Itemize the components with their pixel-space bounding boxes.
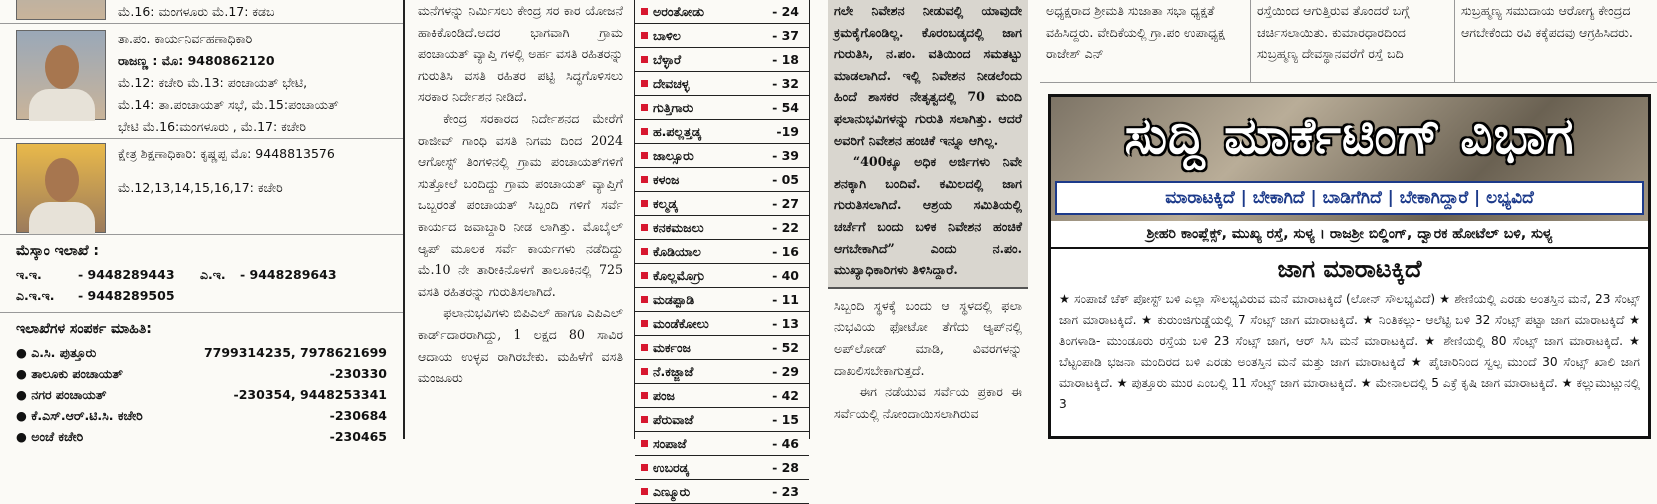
panchayat-count: -19: [776, 124, 799, 139]
panchayat-row: [635, 0, 809, 24]
schedule-line: ಮೆ.12: ಕಚೇರಿ ಮೆ.13: ಪಂಚಾಯತ್ ಭೇಟಿ,: [118, 75, 308, 90]
panchayat-row: [635, 336, 809, 360]
article-snippet: ಸುಬ್ರಹ್ಮಣ್ಯ ಸಮುದಾಯ ಆರೋಗ್ಯ ಕೇಂದ್ರದ ಆಗಬೇಕೆಂದು ರವಿ ಕಕ್ಕೆಪದವು ಆಗ್ರಹಿಸಿದರು.: [1454, 0, 1650, 82]
panchayat-name: ಕಲ್ಮಡ್ಕ: [653, 195, 678, 211]
contact-row: ● ನಗರ ಪಂಚಾಯತ್ -230354, 9448253341: [16, 387, 387, 402]
panchayat-row: [635, 456, 809, 480]
panchayat-name: ಕಳಂಜ: [653, 171, 680, 187]
panchayat-count: - 42: [772, 388, 799, 403]
right-column: [1040, 0, 1657, 439]
panchayat-name: ದೇವಚಳ್ಳ: [653, 75, 690, 91]
bullet-icon: [641, 464, 648, 471]
panchayat-name: ಕೊಡಿಯಾಲ: [653, 243, 701, 259]
ad-listings: ★ ಸಂಪಾಜೆ ಚೆಕ್ ಪೋಸ್ಟ್ ಬಳಿ ಎಲ್ಲಾ ಸೌಲಭ್ಯವಿರುವ ಮನೆ ಮಾರಾಟಕ್ಕಿದೆ (ಲೋನ್ ಸೌಲಭ್ಯವಿದೆ) ★ ಶೇಣಿಯಲ್ಲಿ ಎರಡು ಅಂತಸ್ತಿನ ಮನೆ, 23 ಸೆಂಟ್ಸ್ ಜಾಗ ಮಾರಾಟಕ್ಕಿದೆ. ★ ಕುರುಂಜಿಗುಡ್ಡೆಯಲ್ಲಿ 7 ಸೆಂಟ್ಸ್ ಜಾಗ ಮಾರಾಟಕ್ಕಿದೆ. ★ ನಿಂತಿಕಲ್ಲು- ಆಲೆಟ್ಟಿ ಬಳಿ 32 ಸೆಂಟ್ಸ್ ಪಟ್ಟಾ ಜಾಗ ಮಾರಾಟಕ್ಕಿದೆ ★ ತಿಂಗಳಾಡಿ- ಮುಂಡೂರು ರಸ್ತೆಯ ಬಳಿ 23 ಸೆಂಟ್ಸ್ ಜಾಗ, ಆರ್ ಸಿಸಿ ಮನೆ ಮಾರಾಟಕ್ಕಿದೆ. ★ ಶೇಣಿಯಲ್ಲಿ 80 ಸೆಂಟ್ಸ್ ಜಾಗ ಮಾರಾಟಕ್ಕಿದೆ. ★ ಬೆಟ್ಟಂಪಾಡಿ ಭಜನಾ ಮಂದಿರದ ಬಳಿ ಎರಡು ಅಂತಸ್ತಿನ ಮನೆ ಮತ್ತು ಜಾಗ ಮಾರಾಟಕ್ಕಿದೆ ★ ಪೈಚಾರಿನಿಂದ ಸ್ವಲ್ಪ ಮುಂದೆ 30 ಸೆಂಟ್ಸ್ ಖಾಲಿ ಜಾಗ ಮಾರಾಟಕ್ಕಿದೆ. ★ ಪುತ್ತೂರು ಮುರ ಎಂಬಲ್ಲಿ 11 ಸೆಂಟ್ಸ್ ಜಾಗ ಮಾರಾಟಕ್ಕಿದೆ. ★ ಮೇನಾಲದಲ್ಲಿ 5 ಎಕ್ರೆ ಕೃಷಿ ಜಾಗ ಮಾರಾಟಕ್ಕಿದೆ. ★ ಕಲ್ಲುಮುಟ್ಲುನಲ್ಲಿ 3: [1059, 292, 1640, 411]
article-paragraph: ಫಲಾನುಭವಿಗಳು ಬಿಪಿಎಲ್ ಹಾಗೂ ಎಪಿಎಲ್ ಕಾರ್ಡ್‌ದಾರರಾಗಿದ್ದು, 1 ಲಕ್ಷದ 80 ಸಾವಿರ ಆದಾಯ ಉಳ್ಳವ ರಾಗಿರಬೇಕು. ಮಹಿಳೆಗೆ ವಸತಿ ಮಂಜೂರು: [418, 305, 623, 386]
role-label: ಎ.ಇ.: [200, 267, 226, 282]
ad-heading: ಜಾಗ ಮಾರಾಟಕ್ಕಿದೆ: [1277, 255, 1422, 283]
panchayat-row: [635, 96, 809, 120]
bullet-icon: [641, 272, 648, 279]
panchayat-name: ಅರಂತೋಡು: [653, 3, 705, 19]
article-paragraph: ಕೇಂದ್ರ ಸರಕಾರದ ನಿರ್ದೇಶನದ ಮೇರೆಗೆ ರಾಜೀವ್ ಗಾಂಧಿ ವಸತಿ ನಿಗಮ ದಿಂದ 2024 ಆಗೋಸ್ಟ್ ತಿಂಗಳಿನಲ್ಲಿ ಗ್ರಾಮ ಪಂಚಾಯತ್‌ಗಳಿಗೆ ಸುತ್ತೋಲೆ ಬಂದಿದ್ದು ಗ್ರಾಮ ಪಂಚಾಯತ್ ವ್ಯಾಪ್ತಿಗೆ ಒಬ್ಬರಂತೆ ಪಂಚಾಯತ್ ಸಿಬ್ಬಂದಿ ಗಳಿಗೆ ಸರ್ವೆ ಕಾರ್ಯದ ಜವಾಬ್ದಾರಿ ನೀಡ ಲಾಗಿತ್ತು. ಮೊಬೈಲ್ ಆ್ಯಪ್ ಮೂಲಕ ಸರ್ವೆ ಕಾರ್ಯಗಳು ನಡೆದಿದ್ದು ಮೆ.10 ನೇ ತಾರೀಕಿನೊಳಗೆ ತಾಲೂಕಿನಲ್ಲಿ 725 ವಸತಿ ರಹಿತರನ್ನು ಗುರುತಿಸಲಾಗಿದೆ.: [418, 110, 623, 299]
panchayat-row: [635, 216, 809, 240]
schedule-line: ಮೆ.12,13,14,15,16,17: ಕಚೇರಿ: [118, 180, 283, 195]
quote-paragraph: “400ಕ್ಕೂ ಅಧಿಕ ಅರ್ಜಿಗಳು ನಿವೇ ಶನಕ್ಕಾಗಿ ಬಂದಿವೆ. ಕಮಿಲದಲ್ಲಿ ಜಾಗ ಗುರುತಿಸಲಾಗಿದೆ. ಆಶ್ರಯ ಸಮಿತಿಯಲ್ಲಿ ಚರ್ಚೆಗೆ ಬಂದು ಬಳಿಕ ನಿವೇಶನ ಹಂಚಿಕೆ ಆಗಬೇಕಾಗಿದೆ” ಎಂದು ನ.ಪಂ. ಮುಖ್ಯಾಧಿಕಾರಿಗಳು ತಿಳಿಸಿದ್ದಾರೆ.: [834, 154, 1022, 278]
panchayat-row: [635, 168, 809, 192]
role-label: ಎ.ಇ.ಇ.: [16, 288, 55, 303]
panchayat-row: [635, 24, 809, 48]
panchayat-count: - 27: [772, 196, 799, 211]
panchayat-row: [635, 312, 809, 336]
panchayat-count: - 37: [772, 28, 799, 43]
panchayat-name: ಮರ್ಕಂಜ: [653, 339, 691, 355]
shaded-box: [828, 0, 1028, 289]
panchayat-name: ಕನಕಮಜಲು: [653, 219, 704, 235]
article-snippet: ಅಧ್ಯಕ್ಷರಾದ ಶ್ರೀಮತಿ ಸುಜಾತಾ ಸಭಾ ಧ್ಯಕ್ಷತೆ ವಹಿಸಿದ್ದರು. ವೇದಿಕೆಯಲ್ಲಿ ಗ್ರಾ.ಪಂ ಉಪಾಧ್ಯಕ್ಷ ರಾಜೇಶ್ ಎನ್: [1046, 3, 1225, 62]
top-strip: [0, 0, 403, 24]
panchayat-list: [634, 0, 810, 499]
panchayat-name: ಉಬರಡ್ಕ: [653, 459, 689, 475]
panchayat-row: [635, 432, 809, 456]
panchayat-count: - 05: [772, 172, 799, 187]
bullet-icon: [641, 176, 648, 183]
panchayat-row: [635, 48, 809, 72]
article-paragraph: ಗಲೇ ನಿವೇಶನ ನೀಡುವಲ್ಲಿ ಯಾವುದೇ ಕ್ರಮಕೈಗೊಂಡಿಲ್ಲ. ಕೊರಂಬಡ್ಕದಲ್ಲಿ ಜಾಗ ಗುರುತಿಸಿ, ನ.ಪಂ. ವತಿಯಿಂದ ಸಮತಟ್ಟು ಮಾಡಲಾಗಿದೆ. ಇಲ್ಲಿ ನಿವೇಶನ ನೀಡಲೆಂದು ಹಿಂದೆ ಶಾಸಕರ ನೇತೃತ್ವದಲ್ಲಿ 70 ಮಂದಿ ಫಲಾನುಭವಿಗಳನ್ನು ಗುರುತಿ ಸಲಾಗಿತ್ತು. ಆದರೆ ಅವರಿಗೆ ನಿವೇಶನ ಹಂಚಿಕೆ ಇನ್ನೂ ಆಗಿಲ್ಲ.: [834, 3, 1022, 148]
panchayat-count: - 46: [772, 436, 799, 451]
contacts-section: [0, 313, 403, 453]
schedule-line: ಮೆ.14: ತಾ.ಪಂಚಾಯತ್ ಸಭೆ, ಮೆ.15:ಪಂಚಾಯತ್: [118, 97, 339, 112]
panchayat-name: ಹ.ಪಲ್ಲತ್ತಡ್ಕ: [653, 123, 701, 139]
bullet-icon: [641, 248, 648, 255]
section-heading: ಇಲಾಖೆಗಳ ಸಂಪರ್ಕ ಮಾಹಿತಿ:: [16, 321, 152, 337]
ad-categories: ಮಾರಾಟಕ್ಕಿದೆ | ಬೇಕಾಗಿದೆ | ಬಾಡಿಗೆಗಿದೆ | ಬೇಕಾಗಿದ್ದಾರೆ | ಲಭ್ಯವಿದೆ: [1055, 181, 1644, 215]
contact-row: ● ಕೆ.ಎಸ್.ಆರ್.ಟಿ.ಸಿ. ಕಚೇರಿ -230684: [16, 408, 387, 423]
panchayat-row: [635, 288, 809, 312]
panchayat-count: - 16: [772, 244, 799, 259]
panchayat-row: [635, 240, 809, 264]
schedule-line: ಭೇಟಿ ಮೆ.16:ಮಂಗಳೂರು , ಮೆ.17: ಕಚೇರಿ: [118, 119, 307, 134]
phone-number: - 9448289443: [78, 267, 175, 282]
official-title: ಕ್ಷೇತ್ರ ಶಿಕ್ಷಣಾಧಿಕಾರಿ: ಕೃಷ್ಣಪ್ಪ ಮೊ: 9448813576: [118, 146, 335, 161]
bullet-icon: [641, 392, 648, 399]
panchayat-count: - 28: [772, 460, 799, 475]
panchayat-name: ಮಡಪ್ಪಾಡಿ: [653, 291, 695, 307]
panchayat-count: - 23: [772, 484, 799, 499]
bullet-icon: [641, 8, 648, 15]
bullet-icon: [641, 104, 648, 111]
officials-column: [0, 0, 405, 444]
panchayat-name: ಪಂಜ: [653, 387, 675, 403]
panchayat-count: - 22: [772, 220, 799, 235]
contact-row: ● ತಾಲೂಕು ಪಂಚಾಯತ್ -230330: [16, 366, 387, 381]
contact-row: ● ಅಂಚೆ ಕಚೇರಿ -230465: [16, 429, 387, 444]
panchayat-row: [635, 408, 809, 432]
panchayat-count: - 13: [772, 316, 799, 331]
panchayat-row: [635, 192, 809, 216]
article-column-2: [828, 0, 1028, 439]
panchayat-row: [635, 360, 809, 384]
role-label: ಇ.ಇ.: [16, 267, 42, 282]
panchayat-count: - 32: [772, 76, 799, 91]
phone-number: - 9448289643: [240, 267, 337, 282]
official-title: ತಾ.ಪಂ. ಕಾರ್ಯನಿರ್ವಹಣಾಧಿಕಾರಿ: [118, 31, 253, 46]
panchayat-name: ಕೊಲ್ಲಮೊಗ್ರು: [653, 267, 705, 283]
contact-row: ● ಎ.ಸಿ. ಪುತ್ತೂರು 7799314235, 7978621699: [16, 345, 387, 360]
bullet-icon: [641, 56, 648, 63]
bullet-icon: [641, 344, 648, 351]
panchayat-count: - 54: [772, 100, 799, 115]
panchayat-count: - 29: [772, 364, 799, 379]
bullet-icon: [641, 128, 648, 135]
article-snippet: ರಸ್ತೆಯಿಂದ ಆಗುತ್ತಿರುವ ತೊಂದರೆ ಬಗ್ಗೆ ಚರ್ಚಿಸಲಾಯಿತು. ಕುಮಾರಧಾರದಿಂದ ಸುಬ್ರಹ್ಮಣ್ಯ ದೇವಸ್ಥಾನವರೆಗೆ ರಸ್ತೆ ಬದಿ: [1250, 0, 1440, 82]
panchayat-row: [635, 120, 809, 144]
schedule-line: ಮೆ.16: ಮಂಗಳೂರು ಮೆ.17: ಕಡಬ: [118, 4, 275, 19]
section-heading: ಮೆಸ್ಕಾಂ ಇಲಾಖೆ :: [16, 243, 99, 259]
official-card: [0, 139, 403, 235]
official-photo: [16, 30, 106, 120]
panchayat-row: [635, 72, 809, 96]
panchayat-count: - 11: [772, 292, 799, 307]
bullet-icon: [641, 224, 648, 231]
phone-number: - 9448289505: [78, 288, 175, 303]
bullet-icon: [641, 296, 648, 303]
panchayat-name: ನೆ.ಕಜ್ಜಾಜೆ: [653, 363, 694, 379]
official-photo: [16, 143, 106, 233]
ad-banner: [1051, 97, 1648, 221]
panchayat-count: - 39: [772, 148, 799, 163]
bullet-icon: [641, 32, 648, 39]
panchayat-name: ಎಣ್ಮೂರು: [653, 483, 691, 499]
bullet-icon: [641, 320, 648, 327]
mescom-section: [0, 235, 403, 313]
ad-title: ಸುದ್ದಿ ಮಾರ್ಕೆಟಿಂಗ್ ವಿಭಾಗ: [1124, 107, 1575, 165]
bullet-icon: [641, 440, 648, 447]
bullet-icon: [641, 416, 648, 423]
panchayat-name: ಬೆಳ್ಳಾರೆ: [653, 51, 682, 67]
official-phone: ರಾಜಣ್ಣ : ಮೊ: 9480862120: [118, 53, 275, 68]
panchayat-row: [635, 144, 809, 168]
panchayat-name: ಮಂಡೆಕೋಲು: [653, 315, 709, 331]
bullet-icon: [641, 368, 648, 375]
panchayat-count: - 40: [772, 268, 799, 283]
panchayat-name: ಬಾಳಿಲ: [653, 27, 681, 43]
bullet-icon: [641, 200, 648, 207]
panchayat-count: - 18: [772, 52, 799, 67]
marketing-advertisement: [1048, 94, 1651, 439]
panchayat-name: ಜಾಲ್ಸೂರು: [653, 147, 694, 163]
official-card: [0, 24, 403, 139]
panchayat-name: ಪೆರುವಾಜೆ: [653, 411, 694, 427]
panchayat-name: ಗುತ್ತಿಗಾರು: [653, 99, 694, 115]
article-column: [418, 0, 623, 439]
panchayat-count: - 52: [772, 340, 799, 355]
article-paragraph: ಈಗ ನಡೆಯುವ ಸರ್ವೆಯ ಪ್ರಕಾರ ಈ ಸರ್ವೆಯಲ್ಲಿ ನೋಂದಾಯಿಸಲಾಗಿರುವ: [834, 384, 1022, 421]
bullet-icon: [641, 80, 648, 87]
panchayat-row: [635, 384, 809, 408]
panchayat-name: ಸಂಪಾಜೆ: [653, 435, 687, 451]
panchayat-count: - 15: [772, 412, 799, 427]
panchayat-count: - 24: [772, 4, 799, 19]
ad-address: ಶ್ರೀಹರಿ ಕಾಂಪ್ಲೆಕ್ಸ್, ಮುಖ್ಯ ರಸ್ತೆ, ಸುಳ್ಯ । ರಾಜಶ್ರೀ ಬಿಲ್ಡಿಂಗ್, ದ್ವಾರಕ ಹೋಟೆಲ್ ಬಳಿ, ಸುಳ್ಯ: [1051, 221, 1648, 249]
article-paragraph: ಮನೆಗಳನ್ನು ನಿರ್ಮಿಸಲು ಕೇಂದ್ರ ಸರ ಕಾರ ಯೋಜನೆ ಹಾಕಿಕೊಂಡಿದೆ.ಅದರ ಭಾಗವಾಗಿ ಗ್ರಾಮ ಪಂಚಾಯತ್ ವ್ಯಾಪ್ತಿ ಗಳಲ್ಲಿ ಅರ್ಹ ವಸತಿ ರಹಿತರನ್ನು ಗುರುತಿಸಿ ವಸತಿ ರಹಿತರ ಪಟ್ಟಿ ಸಿದ್ಧಗೊಳಿಸಲು ಸರಕಾರ ನಿರ್ದೇಶನ ನೀಡಿದೆ.: [418, 3, 623, 105]
bullet-icon: [641, 152, 648, 159]
article-paragraph: ಸಿಬ್ಬಂದಿ ಸ್ಥಳಕ್ಕೆ ಬಂದು ಆ ಸ್ಥಳದಲ್ಲಿ ಫಲಾ ನುಭವಿಯ ಫೋಟೋ ತೆಗೆದು ಆ್ಯಪ್‌ನಲ್ಲಿ ಅಪ್‌ಲೋಡ್ ಮಾಡಿ, ವಿವರಗಳನ್ನು ದಾಖಲಿಸಬೇಕಾಗುತ್ತದೆ.: [834, 297, 1022, 378]
panchayat-row: [635, 480, 809, 504]
bullet-icon: [641, 488, 648, 495]
official-photo: [16, 0, 106, 20]
panchayat-row: [635, 264, 809, 288]
